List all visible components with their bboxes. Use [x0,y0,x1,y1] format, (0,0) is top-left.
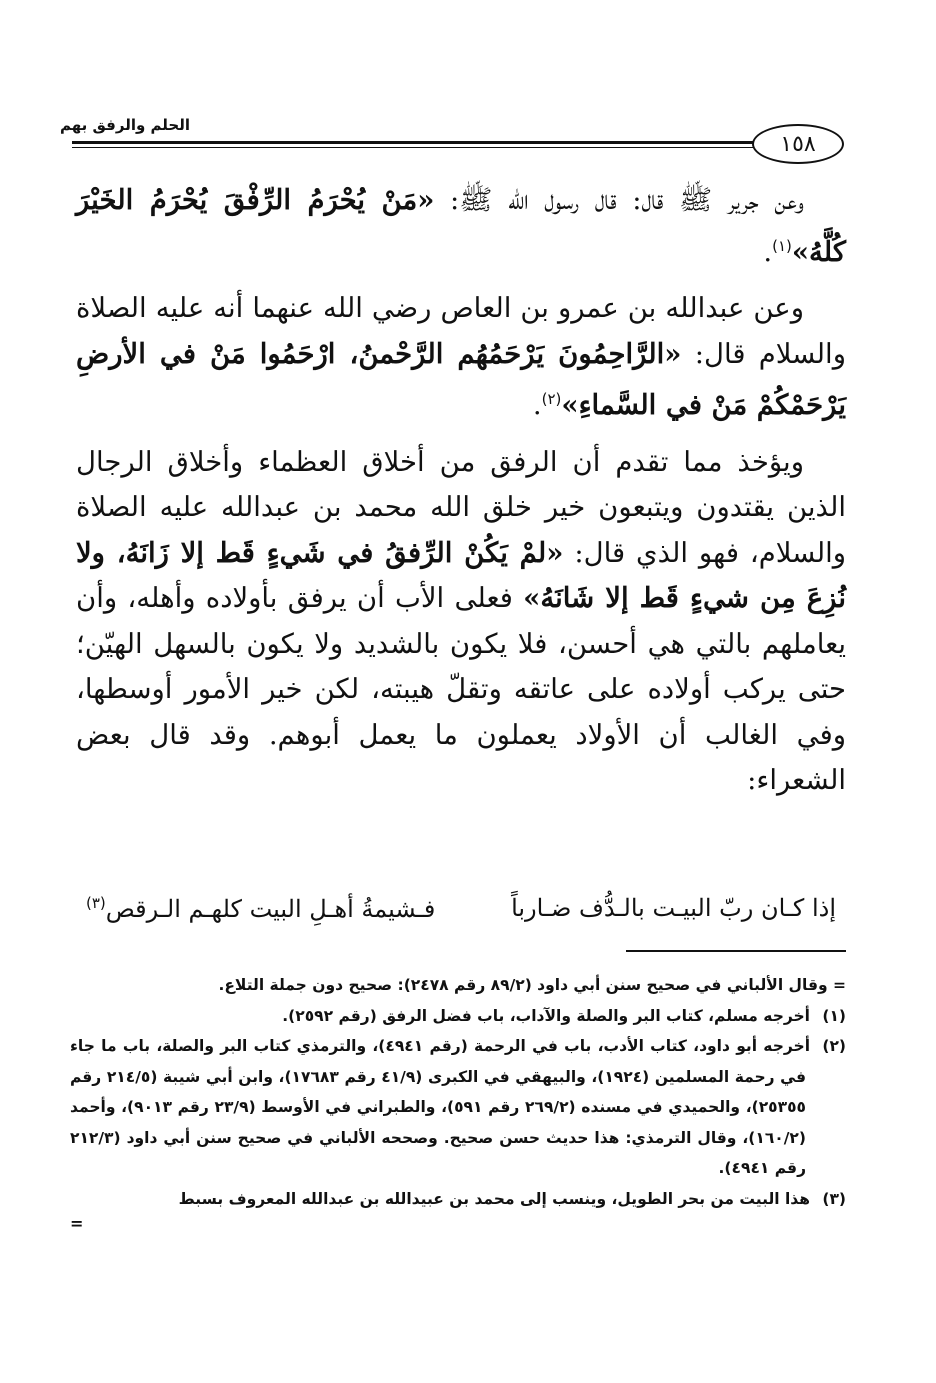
footnote-text: هذا البيت من بحر الطويل، وينسب إلى محمد بن عبيدالله بن عبدالله المعروف بسبط [178,1189,810,1208]
running-title: الحلم والرفق بهم [60,116,190,134]
hadith-1: «مَنْ يُحْرَمُ الرِّفْقَ يُحْرَمُ الخَيْرَ كُلَّهُ» [76,184,846,268]
page-number: ١٥٨ [780,131,816,157]
paragraph-3 [76,440,846,804]
paragraph-1-end: . [763,235,773,268]
hadith-2: «الرَّاحِمُونَ يَرْحَمُهُم الرَّحْمنُ، ارْحَمُوا مَنْ في الأرضِ يَرْحَمْكُمْ مَنْ في السَّماءِ» [76,337,846,422]
footnotes [70,970,846,1234]
footnote-3 [70,1184,846,1215]
paragraph-2-end: . [532,389,542,422]
verse-second-hemistich [86,894,435,923]
footnote-marker: (٢) [822,1037,847,1055]
paragraph-2-intro: وعن عبدالله بن عمرو بن العاص رضي الله عنهما أنه عليه الصلاة والسلام قال: [76,292,846,370]
footnote-ref-1: (١) [772,236,792,255]
paragraph-3-intro: ويؤخذ مما تقدم أن الرفق من أخلاق العظماء وأخلاق الرجال الذين يقتدون ويتبعون خير خلق الله محمد بن عبدالله عليه الصلاة والسلام، فهو الذي قال: [76,445,847,569]
footnote-text: أخرجه مسلم، كتاب البر والصلة والآداب، باب فضل الرفق (رقم ٢٥٩٢). [282,1006,810,1025]
footnote-continuation-text: = وقال الألباني في صحيح سنن أبي داود (٨٩/٢ رقم ٢٤٧٨): صحيح دون جملة التلاع. [218,976,846,994]
footnote-marker: (١) [822,1006,846,1025]
footnote-ref-3: (٣) [86,894,106,912]
page-number-badge [752,124,844,164]
paragraph-3-rest: فعلى الأب أن يرفق بأولاده وأهله، وأن يعاملهم بالتي هي أحسن، فلا يكون بالشديد ولا يكون بالسهل الهيّن؛ حتى يركب أولاده على عاتقه وتقلّ هيبته، لكن خير الأمور أوسطها، وفي الغالب أن الأولاد يعملون ما يعمل أبوهم. وقد قال بعض الشعراء: [76,582,846,797]
footnote-continues-mark: = [70,1214,84,1233]
verse-second-text: فـشيمةُ أهـلِ البيت كلهـم الـرقص [105,895,436,923]
poetry-verse [76,888,846,936]
hadith-3: «لمْ يَكُنْ الرِّفقُ في شَيءٍ قَط إلا زَانَهُ، ولا نُزِعَ مِن شيءٍ قَط إلا شَانَهُ» [76,536,847,615]
footnote-1 [70,1001,846,1032]
footnote-separator [626,950,846,952]
paragraph-2 [76,286,846,429]
footnote-text: أخرجه أبو داود، كتاب الأدب، باب في الرحمة (رقم ٤٩٤١)، والترمذي كتاب البر والصلة، باب ما جاء في رحمة المسلمين (١٩٢٤)، والبيهقي في الكبرى (٤١/٩ رقم ١٧٦٨٣)، وابن أبي شيبة (٢١٤/٥ رقم ٢٥٣٥٥)، والحميدي في مسنده (٢٦٩/٢ رقم ٥٩١)، والطبراني في الأوسط (٢٣/٩ رقم ٩٠١٣)، وأحمد (١٦٠/٢)، وقال الترمذي: هذا حديث حسن صحيح. وصححه الألباني في صحيح سنن أبي داود (٢١٢/٣ رقم ٤٩٤١). [70,1037,811,1177]
paragraph-1-intro: وعن جرير ﷺ قال: قال رسول الله ﷺ: [434,184,804,216]
header-rule-thin [72,147,758,148]
main-text [76,178,846,815]
verse-first-hemistich: إذا كـان ربّ البيـت بالـدُّف ضـارباً [511,894,836,922]
header-rule-thick [72,141,758,144]
footnote-marker: (٣) [822,1189,846,1208]
footnote-2 [70,1031,846,1184]
footnote-ref-2: (٢) [541,390,562,409]
footnote-continuation [70,970,846,1001]
paragraph-1 [76,178,846,275]
